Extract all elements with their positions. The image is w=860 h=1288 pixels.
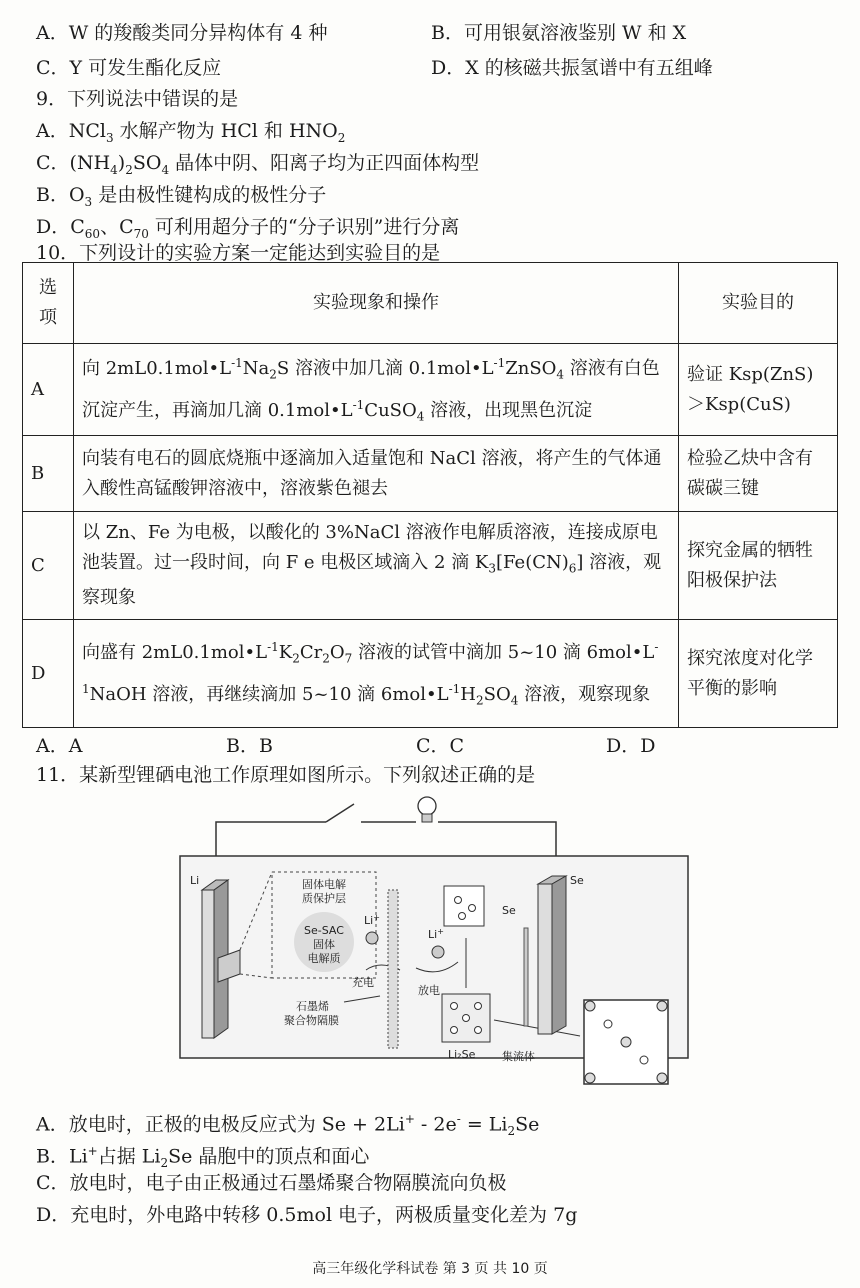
q8-options-row2 bbox=[36, 55, 826, 81]
q11-option-c: C．放电时，电子由正极通过石墨烯聚合物隔膜流向负极 bbox=[36, 1172, 507, 1194]
se-electrode-label: Se bbox=[570, 874, 584, 887]
svg-text:Li₂Se: Li₂Se bbox=[448, 1048, 476, 1061]
current-collector bbox=[524, 928, 528, 1026]
row-operation: 向盛有 $2mL0.1mol•L^{-1}K_2Cr_2O_7$ 溶液的试管中滴加 5~10 滴 $6mol•L^{-1}NaOH$ 溶液，再继续滴加 5~10 滴 $6mol•L^{-1}H_2SO_4$ 溶液，观察现象 bbox=[74, 620, 679, 728]
row-option: D bbox=[23, 620, 74, 728]
page-footer: 高三年级化学科试卷 第 3 页 共 10 页 bbox=[312, 1261, 548, 1277]
header-purpose: 实验目的 bbox=[679, 263, 838, 344]
table-row bbox=[23, 620, 838, 728]
svg-text:聚合物隔膜: 聚合物隔膜 bbox=[284, 1014, 339, 1027]
row-purpose: 检验乙炔中含有碳碳三键 bbox=[679, 436, 838, 512]
q8-option-a: A．W 的羧酸类同分异构体有 4 种 bbox=[36, 22, 328, 44]
row-option: B bbox=[23, 436, 74, 512]
battery-diagram bbox=[176, 792, 696, 1092]
row-purpose: 探究浓度对化学平衡的影响 bbox=[679, 620, 838, 728]
row-operation: 向装有电石的圆底烧瓶中逐滴加入适量饱和 NaCl 溶液，将产生的气体通入酸性高锰酸钾溶液中，溶液紫色褪去 bbox=[74, 436, 679, 512]
se-electrode-front bbox=[538, 884, 552, 1034]
svg-text:固体电解: 固体电解 bbox=[302, 878, 346, 891]
q9-option-a: A．NCl$_3$ 水解产物为 HCl 和 $HNO_2$ bbox=[36, 120, 346, 145]
wire-right bbox=[438, 822, 556, 856]
header-option: 选项 bbox=[23, 263, 74, 344]
q10-answers bbox=[36, 731, 796, 758]
answer-c: C．C bbox=[416, 735, 465, 757]
header-operation: 实验现象和操作 bbox=[74, 263, 679, 344]
q11-option-a: A．放电时，正极的电极反应式为 $Se + 2Li^+ - 2e^- = Li_2Se$ bbox=[36, 1112, 540, 1139]
answer-a: A．A bbox=[36, 735, 83, 757]
q9-option-b: B．$O_3$ 是由极性键构成的极性分子 bbox=[36, 184, 327, 209]
table-row bbox=[23, 344, 838, 436]
q8-option-d: D．X 的核磁共振氢谱中有五组峰 bbox=[431, 57, 713, 79]
q10-table bbox=[22, 262, 838, 728]
q9-option-d: D．$C_{60}$、$C_{70}$ 可利用超分子的“分子识别”进行分离 bbox=[36, 216, 460, 241]
li-ion-left bbox=[366, 932, 378, 944]
q11-option-d: D．充电时，外电路中转移 0.5mol 电子，两极质量变化差为 7g bbox=[36, 1204, 578, 1226]
answer-d: D．D bbox=[606, 735, 656, 757]
wire-left bbox=[216, 822, 326, 856]
q9-stem: 9．下列说法中错误的是 bbox=[36, 88, 239, 110]
li-electrode-front bbox=[202, 890, 214, 1038]
graphene-separator bbox=[388, 890, 398, 1048]
row-option: C bbox=[23, 512, 74, 620]
row-option: A bbox=[23, 344, 74, 436]
row-operation: 以 Zn、Fe 为电极，以酸化的 3%NaCl 溶液作电解质溶液，连接成原电池装置。过一段时间，向 F e 电极区域滴入 2 滴 $K_3[Fe(CN)_6]$ 溶液，观察现象 bbox=[74, 512, 679, 620]
svg-text:放电: 放电 bbox=[418, 984, 440, 997]
svg-text:电解质: 电解质 bbox=[307, 952, 341, 965]
svg-text:石墨烯: 石墨烯 bbox=[296, 1000, 329, 1013]
svg-text:Li+: Li+ bbox=[364, 913, 380, 927]
bulb-icon bbox=[418, 797, 436, 822]
svg-text:Se-SAC: Se-SAC bbox=[304, 924, 344, 937]
svg-text:Se: Se bbox=[502, 904, 516, 917]
svg-text:质保护层: 质保护层 bbox=[302, 892, 346, 905]
table-header-row bbox=[23, 263, 838, 344]
switch bbox=[326, 804, 354, 822]
q8-option-c: C．Y 可发生酯化反应 bbox=[36, 57, 222, 79]
answer-b: B．B bbox=[226, 735, 273, 757]
table-row bbox=[23, 512, 838, 620]
q11-option-b: B．Li+占据 $Li_2Se$ 晶胞中的顶点和面心 bbox=[36, 1144, 370, 1171]
svg-text:集流体: 集流体 bbox=[502, 1050, 535, 1063]
q10-stem: 10．下列设计的实验方案一定能达到实验目的是 bbox=[36, 242, 441, 264]
q11-stem: 11．某新型锂硒电池工作原理如图所示。下列叙述正确的是 bbox=[36, 764, 536, 786]
svg-text:Li+: Li+ bbox=[428, 927, 444, 941]
table-row bbox=[23, 436, 838, 512]
row-purpose: 探究金属的牺牲阳极保护法 bbox=[679, 512, 838, 620]
row-operation: 向 $2mL0.1mol•L^{-1}Na_2S$ 溶液中加几滴 $0.1mol•L^{-1}ZnSO_4$ 溶液有白色沉淀产生，再滴加几滴 $0.1mol•L^{-1}CuSO_4$ 溶液，出现黑色沉淀 bbox=[74, 344, 679, 436]
se-unit-cell bbox=[444, 886, 484, 926]
li-label: Li bbox=[190, 874, 200, 887]
q8-options-row1 bbox=[36, 20, 826, 46]
row-purpose: 验证 Ksp(ZnS)＞Ksp(CuS) bbox=[679, 344, 838, 436]
svg-text:固体: 固体 bbox=[313, 938, 335, 951]
svg-text:充电: 充电 bbox=[352, 976, 374, 989]
q9-option-c: C．$(NH_4)_2SO_4$ 晶体中阴、阳离子均为正四面体构型 bbox=[36, 152, 480, 177]
li-ion-right bbox=[432, 946, 444, 958]
q8-option-b: B．可用银氨溶液鉴别 W 和 X bbox=[431, 22, 687, 44]
